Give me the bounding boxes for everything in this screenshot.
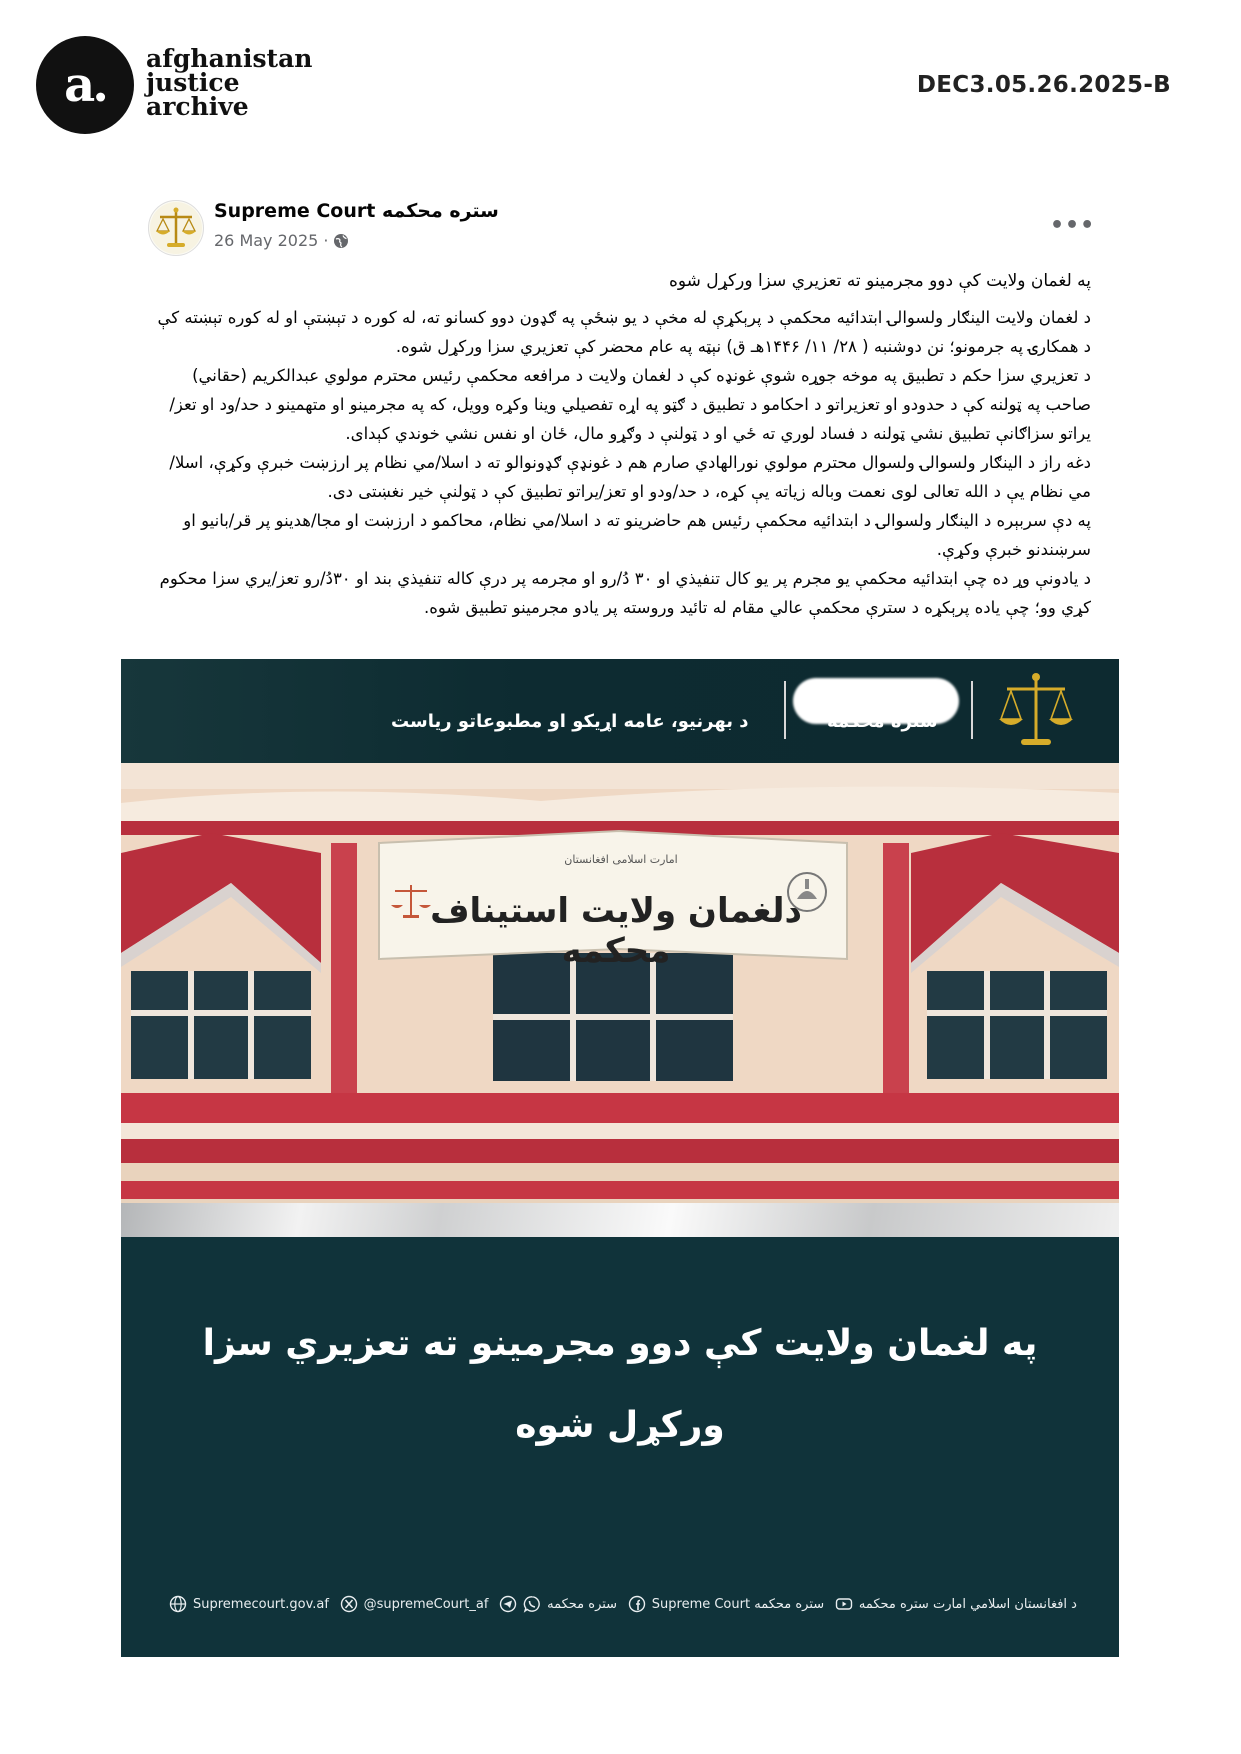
post-paragraph: د یادونې وړ ده چې ابتدائیه محکمې یو مجرم پر یو کال تنفیذي او ۳۰ دُ/رو او مجرمه پر درې کاله تنفیذي بند او ۳۰دُ/رو تعز/یري سزا محکوم کړي وو؛ چې یاده پرېکړه د سترې محکمې عالي مقام له تائید وروسته پر یادو مجرمینو تطبیق شوه. <box>159 569 1091 617</box>
post-paragraph: په دې سربېره د الینګار ولسوالۍ د ابتدائیه محکمې رئیس هم حاضرینو ته د اسلا/مي نظام، محاکمو د ارزښت او مجا/هدینو پر قر/بانیو او سرښندنو خبرې وکړې. <box>183 511 1091 559</box>
footer-twitter <box>340 1595 489 1613</box>
archive-name-line-2: justice <box>146 68 240 97</box>
footer-youtube <box>835 1595 1077 1613</box>
footer-facebook-text: Supreme Court ستره محکمه <box>651 1596 825 1612</box>
court-building-photo <box>121 763 1119 1203</box>
image-footer-bar <box>121 1584 1119 1624</box>
x-twitter-icon <box>340 1595 358 1613</box>
footer-website <box>169 1595 329 1613</box>
post-paragraph: د لغمان ولایت الینګار ولسوالۍ ابتدائیه محکمې د پرېکړې له مخې د یو ښځې په ګډون دوو کسانو ته، له کوره د تېښتې او له کوره تېښته کې د همکارۍ په جرمونو؛ نن دوشنبه ( ۲۸/ ۱۱/ ۱۴۴۶هـ ق) نېټه په عام محضر کې تعزیري سزا ورکړل شوه. <box>157 308 1091 356</box>
post-paragraph: د تعزیري سزا حکم د تطبیق په موخه جوړه شوې غونډه کې د لغمان ولایت د مرافعه محکمې رئیس محترم مولوي عبدالکریم (حقاني) صاحب په ټولنه کې د حدودو او تعزیراتو د احکامو د تطبیق د ګټو په اړه تفصیلي وینا وکړه وویل، که په مجرمینو او متهمینو د حد/ود او تعز/یراتو سزاګانې تطبیق نشي ټولنه د فساد لوري ته ځي او د ټولنې د وګړو مال، ځان او نفس نشي خوندي کېدای. <box>169 366 1091 443</box>
footer-website-text: Supremecourt.gov.af <box>193 1596 329 1612</box>
footer-facebook <box>628 1595 824 1613</box>
court-sign-text: دلغمان ولایت استیناف محکمه <box>430 891 802 971</box>
archive-logo: a. <box>36 36 134 134</box>
silver-band <box>121 1203 1119 1237</box>
footer-youtube-text: د افغانستان اسلامي امارت ستره محکمه <box>858 1596 1077 1612</box>
banner-divider <box>971 681 973 739</box>
footer-telegram-whatsapp <box>499 1595 617 1613</box>
meta-separator: · <box>323 231 329 250</box>
banner-divider <box>784 681 786 739</box>
telegram-icon <box>499 1595 517 1613</box>
globe-icon <box>333 233 349 249</box>
headline-line-1: په لغمان ولایت کې دوو مجرمینو ته تعزیري سزا <box>202 1323 1038 1364</box>
emblem-icon <box>785 869 829 915</box>
more-options-button[interactable]: ••• <box>1050 213 1096 238</box>
post-date[interactable]: 26 May 2025 <box>214 231 319 250</box>
image-headline <box>181 1303 1059 1467</box>
footer-twitter-text: @supremeCourt_af <box>363 1596 489 1612</box>
court-building-illustration <box>121 763 1119 1203</box>
archive-name-line-1: afghanistan <box>146 44 313 73</box>
youtube-icon <box>835 1595 853 1613</box>
banner-directorate: د بهرنیو، عامه اړیکو او مطبوعاتو ریاست <box>391 711 749 732</box>
post-meta <box>214 231 349 250</box>
scales-of-justice-icon <box>149 201 203 255</box>
archive-name-line-3: archive <box>146 92 249 121</box>
sign-scales-icon <box>389 881 433 921</box>
document-id: DEC3.05.26.2025-B <box>916 72 1171 98</box>
whatsapp-icon <box>523 1595 541 1613</box>
page-name-link[interactable]: Supreme Court ستره محکمه <box>214 200 499 222</box>
facebook-icon <box>628 1595 646 1613</box>
post-image[interactable] <box>121 659 1119 1657</box>
globe-icon <box>169 1595 187 1613</box>
footer-telegram-text: ستره محکمه <box>547 1596 618 1612</box>
post-paragraph: دغه راز د الینګار ولسوالۍ ولسوال محترم مولوي نورالهادي صارم هم د غونډې ګډونوالو ته د اسلا/مي نظام پر ارزښت خبرې وکړې، اسلا/مي نظام یې د الله تعالی لوی نعمت وباله زیاته یې کړه، د حد/ودو او تعز/یراتو تطبیق کې د ټولنې خیر نغښتی دی. <box>169 453 1091 501</box>
post-title: په لغمان ولایت کې دوو مجرمینو ته تعزیري سزا ورکړل شوه <box>668 271 1091 291</box>
court-sign-small-text: امارت اسلامی افغانستان <box>564 853 678 866</box>
headline-line-2: ورکړل شوه <box>515 1405 725 1446</box>
image-banner <box>121 659 1119 763</box>
post-body <box>148 303 1091 622</box>
archive-name <box>146 44 313 121</box>
page-avatar[interactable] <box>148 200 204 256</box>
scales-of-justice-icon <box>995 669 1077 753</box>
banner-court-name: ستره محکمه <box>827 711 938 732</box>
